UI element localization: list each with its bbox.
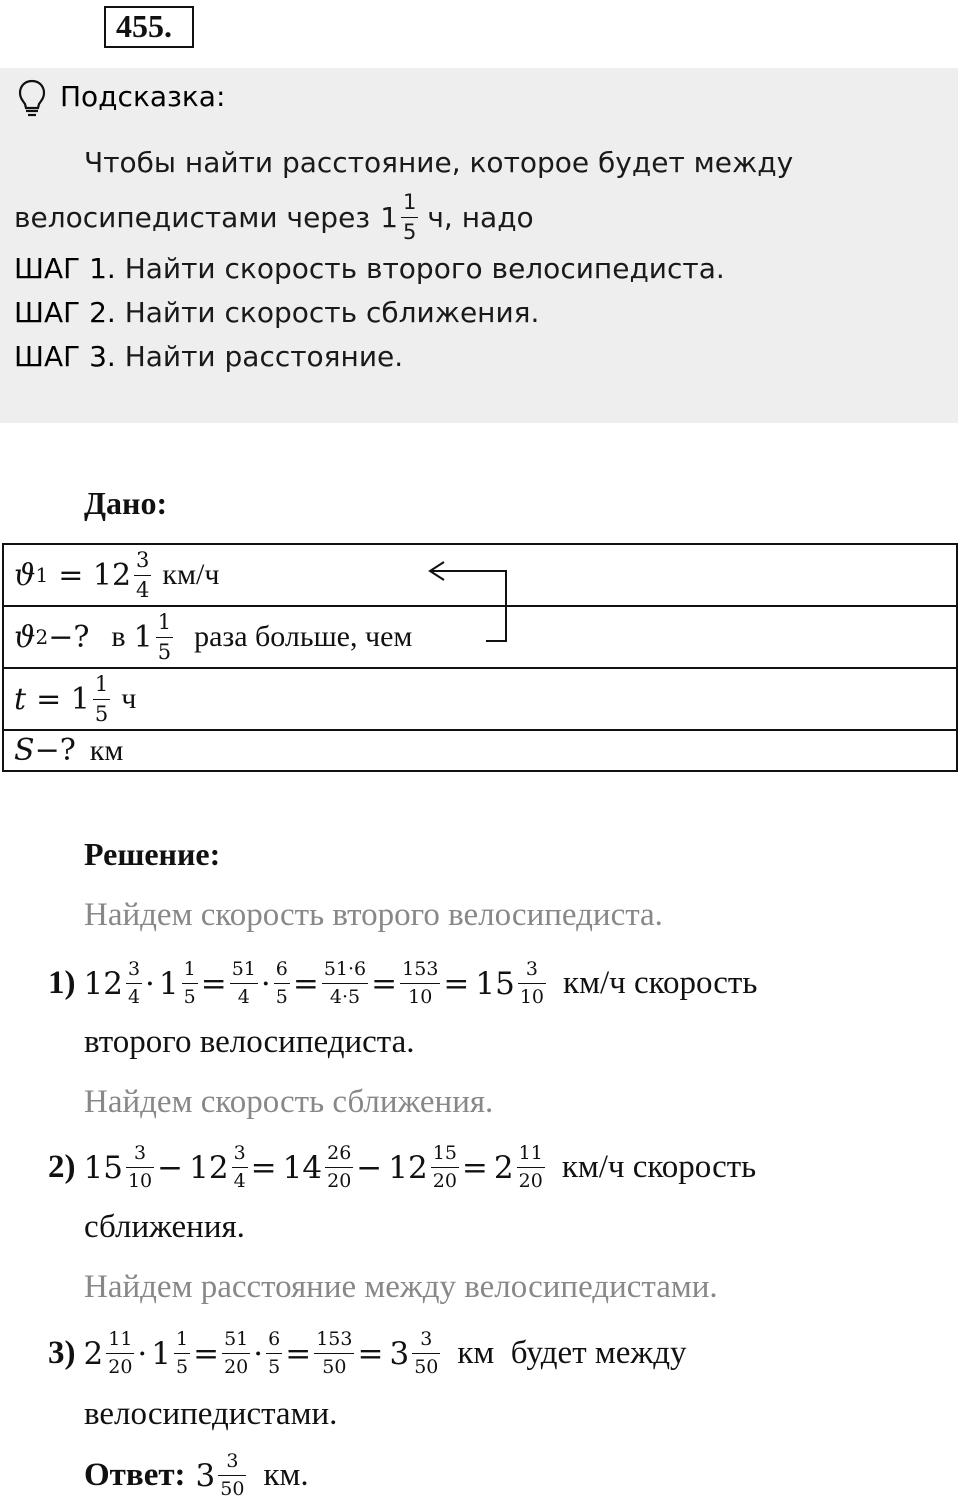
answer [84,1452,309,1499]
lightbulb-icon [16,78,48,118]
given-v1 [14,545,219,605]
operator: · [253,1335,264,1372]
fraction-num: 1 [93,674,110,700]
fraction-num: 1 [156,612,173,638]
step-label: ШАГ 1. [14,252,116,285]
fraction-den: 50 [220,1478,245,1500]
fraction-num: 51 [222,1330,250,1354]
operator: − [356,1149,383,1186]
hint-step-3 [14,340,403,373]
fraction-num: 11 [106,1330,134,1354]
fraction-num: 1 [182,960,198,984]
subscript: 2 [35,625,49,649]
fraction-num: 3 [126,1144,154,1168]
unit: км. [263,1457,309,1493]
answer-label: Ответ: [84,1457,186,1493]
operator: = [200,965,227,1002]
fraction-num: 6 [274,960,290,984]
value: 12 [388,1149,428,1186]
hint-fraction-num: 1 [401,192,418,218]
given-row-s [4,731,956,772]
value: 1 [151,1335,172,1372]
hint-fraction [401,192,418,243]
fraction [325,1144,353,1191]
fraction [230,960,258,1007]
unit: км [89,733,124,767]
hint-fraction-den: 5 [403,220,417,244]
velocity-symbol: ϑ [14,619,36,655]
fraction [218,1452,246,1499]
value: 3 [389,1335,410,1372]
fraction-den: 5 [157,639,172,664]
step3-comment: Найдем расстояние между велосипедистами. [84,1269,718,1305]
fraction-num: 15 [431,1144,459,1168]
hint-line-2 [14,192,534,243]
text: в [111,620,126,653]
given-v2 [14,607,412,667]
question: −? [34,733,76,768]
fraction [126,1144,154,1191]
fraction-num: 51·6 [322,960,368,984]
fraction [134,547,151,602]
fraction-den: 20 [327,1170,352,1192]
value: 2 [83,1335,104,1372]
fraction [232,1144,248,1191]
value: 1 [133,619,153,655]
operator: = [292,965,319,1002]
fraction-den: 4·5 [329,986,361,1008]
text: раза больше, чем [194,620,413,653]
fraction [174,1330,190,1377]
operator: = [357,1335,384,1372]
hint-line-2-prefix: велосипедистами через [14,201,371,234]
fraction [182,960,198,1007]
fraction [126,960,142,1007]
value: = 1 [36,681,90,717]
velocity-symbol: ϑ [14,557,36,593]
fraction-num: 153 [400,960,440,984]
fraction [266,1330,282,1377]
step-text: Найти скорость сближения. [124,296,540,329]
operator: = [193,1335,220,1372]
hint-step-2 [14,296,539,329]
step1-comment: Найдем скорость второго велосипедиста. [84,897,663,933]
fraction [322,960,368,1007]
fraction-den: 10 [519,986,545,1008]
fraction-den: 20 [518,1170,543,1192]
value: 15 [83,1149,123,1186]
step-number: 1) [48,965,76,1001]
fraction [274,960,290,1007]
unit: ч [121,682,137,715]
step-number: 3) [48,1335,76,1371]
step2-equation [48,1144,756,1191]
fraction [93,671,110,726]
step1-equation [48,960,757,1007]
step-tail: км/ч скорость [563,965,758,1001]
hint-line-2-suffix: ч, надо [427,201,534,234]
fraction [517,1144,545,1191]
operator: = [285,1335,312,1372]
fraction-num: 6 [266,1330,282,1354]
given-title: Дано: [84,485,168,521]
fraction-den: 4 [233,1170,246,1192]
operator: = [461,1149,488,1186]
fraction-den: 4 [127,986,141,1008]
fraction-den: 4 [237,986,250,1008]
fraction-num: 51 [230,960,258,984]
value: 2 [493,1149,514,1186]
step-text: Найти расстояние. [124,340,404,373]
arrow-connector-icon [420,559,516,645]
operator: = [443,965,470,1002]
fraction-num: 11 [517,1144,545,1168]
fraction-num: 3 [518,960,546,984]
step3-equation [48,1330,687,1377]
step-text: Найти скорость второго велосипедиста. [124,252,725,285]
operator: = [371,965,398,1002]
fraction-num: 3 [232,1144,248,1168]
fraction-den: 10 [127,1170,153,1192]
fraction [518,960,546,1007]
fraction-den: 5 [176,1356,189,1378]
step-tail: км будет между [457,1335,687,1371]
step-label: ШАГ 3. [14,340,116,373]
value: = 12 [58,557,132,593]
fraction-den: 50 [414,1356,439,1378]
fraction [222,1330,250,1377]
distance-symbol: S [14,733,35,768]
fraction-den: 5 [94,701,109,726]
operator: · [137,1335,148,1372]
operator: − [157,1149,184,1186]
fraction-num: 3 [134,550,151,576]
fraction-num: 3 [412,1330,440,1354]
value: 12 [83,965,123,1002]
value: 12 [189,1149,229,1186]
fraction-num: 153 [314,1330,354,1354]
fraction-den: 5 [183,986,196,1008]
value: 3 [195,1457,216,1494]
solution-title: Решение: [84,836,221,872]
fraction-den: 20 [224,1356,249,1378]
value: 14 [282,1149,323,1186]
given-row-t [4,669,956,731]
hint-step-1 [14,252,725,285]
fraction [314,1330,354,1377]
hint-mixed-whole: 1 [380,201,399,234]
operator: · [145,965,155,1002]
step1-continuation: второго велосипедиста. [84,1024,415,1060]
fraction-num: 1 [174,1330,190,1354]
subscript: 1 [35,563,49,587]
task-number: 455. [104,6,194,48]
step-tail: км/ч скорость [561,1149,757,1185]
given-table [2,543,958,772]
step3-continuation: велосипедистами. [84,1396,338,1432]
step-number: 2) [48,1149,76,1185]
hint-title: Подсказка: [60,80,226,113]
value: 1 [158,965,179,1002]
unit: км/ч [162,558,220,591]
fraction-den: 50 [322,1356,347,1378]
fraction [400,960,440,1007]
fraction [431,1144,459,1191]
fraction [412,1330,440,1377]
fraction [106,1330,134,1377]
value: 15 [475,965,515,1002]
step2-comment: Найдем скорость сближения. [84,1084,494,1120]
fraction-num: 26 [325,1144,353,1168]
time-symbol: t [14,681,27,717]
fraction-den: 20 [108,1356,133,1378]
operator: · [260,965,271,1002]
hint-box [0,68,958,423]
given-s [14,731,123,770]
hint-line-1: Чтобы найти расстояние, которое будет между [84,146,794,179]
fraction-den: 4 [136,577,150,602]
question: −? [48,619,90,655]
given-t [14,669,136,729]
fraction-den: 20 [432,1170,457,1192]
fraction [156,609,173,664]
fraction-num: 3 [218,1452,246,1476]
fraction-den: 10 [408,986,433,1008]
fraction-den: 5 [268,1356,281,1378]
fraction-den: 5 [275,986,288,1008]
fraction-num: 3 [126,960,142,984]
operator: = [250,1149,277,1186]
step2-continuation: сближения. [84,1209,245,1245]
step-label: ШАГ 2. [14,296,116,329]
